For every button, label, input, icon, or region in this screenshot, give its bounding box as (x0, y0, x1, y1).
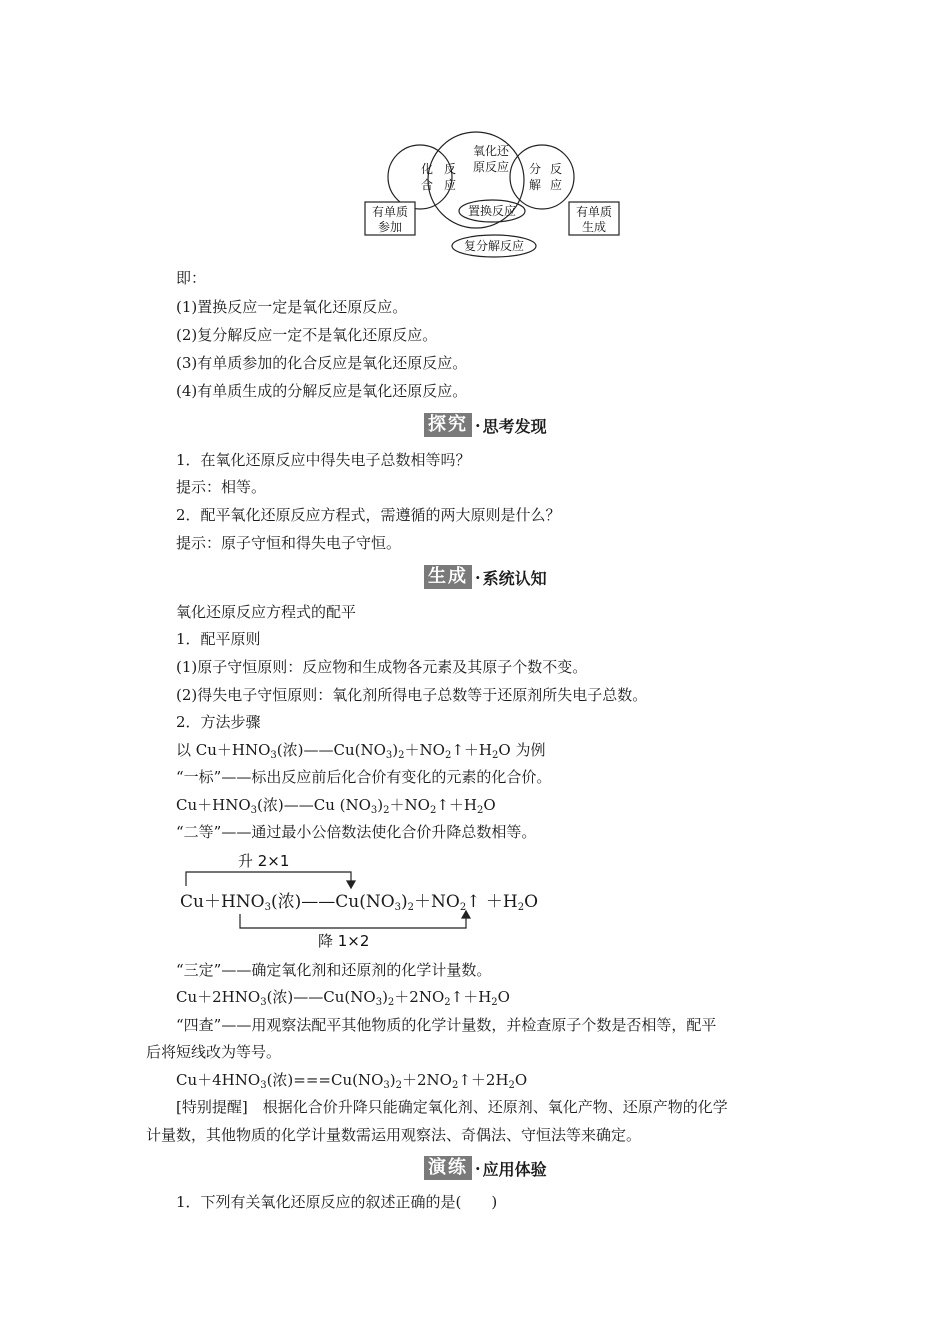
left-box-label-2: 参加 (377, 220, 403, 234)
special-note-line-2: 计量数，其他物质的化学计量数需运用观察法、奇偶法、守恒法等来确定。 (146, 1126, 642, 1144)
combination-inner-1: 反 (443, 162, 457, 176)
combination-label-1: 化 (420, 162, 434, 176)
diagram-equation: $Cu+HNO_3$(浓)$——Cu(NO_3)_2+NO_2↑ +H_2O$ (180, 892, 539, 913)
intro-point: (3)有单质参加的化合反应是氧化还原反应。 (176, 354, 468, 372)
redox-label-2: 原反应 (472, 160, 510, 174)
step-two: “二等”——通过最小公倍数法使化合价升降总数相等。 (176, 823, 537, 841)
step-one: “一标”——标出反应前后化合价有变化的元素的化合价。 (176, 768, 552, 786)
up-arrowhead (347, 881, 355, 888)
section-badge: 生成 (424, 565, 472, 589)
question: 2．配平氧化还原反应方程式，需遵循的两大原则是什么？ (176, 506, 561, 524)
section-header-explore: 探究 · 思考发现 (424, 412, 547, 438)
special-note-line-1: [特别提醒] 根据化合价升降只能确定氧化剂、还原剂、氧化产物、还原产物的化学 (176, 1098, 728, 1116)
step-three: “三定”——确定氧化剂和还原剂的化学计量数。 (176, 961, 492, 979)
up-bracket (186, 872, 351, 886)
section-header-practice: 演练 · 应用体验 (424, 1155, 547, 1181)
intro-point: (4)有单质生成的分解反应是氧化还原反应。 (176, 382, 468, 400)
right-box-label-1: 有单质 (575, 205, 613, 219)
equation-step-four: $Cu+4HNO_3$(浓)$===Cu(NO_3)_2+2NO_2↑+2H_2O$ (176, 1071, 528, 1091)
step-four-line-1: “四查”——用观察法配平其他物质的化学计量数，并检查原子个数是否相等，配平 (176, 1016, 717, 1034)
equation-step-three: $Cu+2HNO_3$(浓)$——Cu(NO_3)_2+2NO_2↑+H_2O$ (176, 988, 510, 1008)
section-title: 系统认知 (482, 568, 547, 588)
hint: 提示：相等。 (176, 478, 267, 496)
section-title: 应用体验 (482, 1159, 547, 1179)
combination-label-2: 合 (420, 178, 434, 192)
down-label: 降 1×2 (318, 932, 370, 950)
section-header-generate: 生成 · 系统认知 (424, 564, 547, 590)
left-box-label-1: 有单质 (371, 205, 409, 219)
heading: 1．配平原则 (176, 630, 261, 648)
reaction-venn-diagram (360, 125, 630, 260)
section-title: 思考发现 (482, 416, 547, 436)
decomposition-inner-2: 解 (528, 178, 542, 192)
heading: 2．方法步骤 (176, 713, 261, 731)
decomposition-circle (510, 145, 574, 209)
step-four-line-2: 后将短线改为等号。 (146, 1043, 282, 1061)
topic: 氧化还原反应方程式的配平 (176, 603, 357, 621)
displacement-label: 置换反应 (467, 204, 517, 218)
hint: 提示：原子守恒和得失电子守恒。 (176, 534, 402, 552)
right-box-label-2: 生成 (581, 220, 607, 234)
section-badge: 演练 (424, 1156, 472, 1180)
combination-circle (388, 145, 452, 209)
double-decomposition-label: 复分解反应 (463, 239, 525, 253)
principle: (2)得失电子守恒原则：氧化剂所得电子总数等于还原剂所失电子总数。 (176, 686, 648, 704)
intro-point: (1)置换反应一定是氧化还原反应。 (176, 298, 408, 316)
decomposition-label-1: 反 (549, 162, 563, 176)
combination-inner-2: 应 (443, 178, 457, 192)
equation-step-one: $Cu+HNO_3$(浓)——Cu $(NO_3)_2+NO_2↑+H_2O$ (176, 796, 496, 816)
example-equation: 以 $Cu+HNO_3$(浓)$——Cu(NO_3)_2+NO_2↑+H_2O$ 为例 (176, 741, 546, 761)
principle: (1)原子守恒原则：反应物和生成物各元素及其原子个数不变。 (176, 658, 588, 676)
decomposition-inner-1: 分 (528, 162, 542, 176)
intro-point: (2)复分解反应一定不是氧化还原反应。 (176, 326, 438, 344)
practice-question: 1．下列有关氧化还原反应的叙述正确的是( ) (176, 1193, 498, 1211)
redox-label-1: 氧化还 (472, 144, 510, 158)
decomposition-label-2: 应 (549, 178, 563, 192)
question: 1．在氧化还原反应中得失电子总数相等吗？ (176, 451, 471, 469)
up-label: 升 2×1 (238, 852, 290, 870)
section-badge: 探究 (424, 413, 472, 437)
intro-ji: 即： (176, 269, 207, 287)
